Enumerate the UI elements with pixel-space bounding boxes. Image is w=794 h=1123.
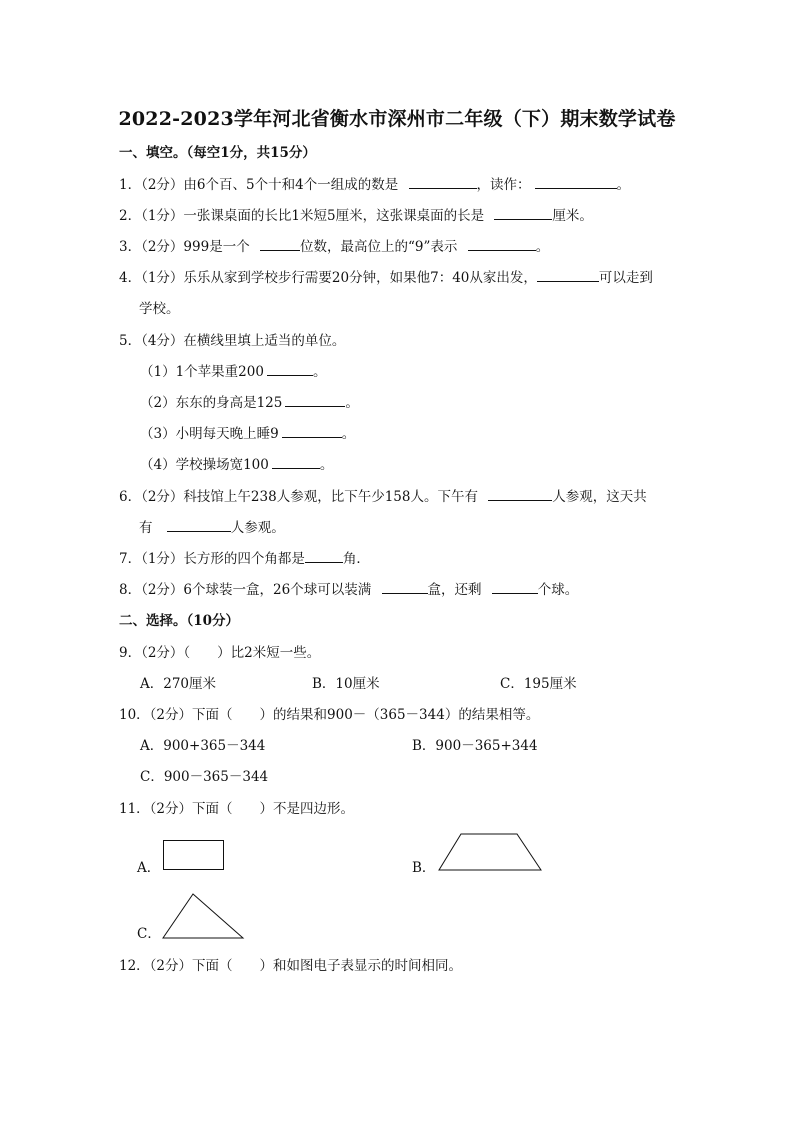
q8-text-b: 盒，还剩 (427, 582, 482, 598)
q4-text-b: 可以走到 (598, 270, 653, 286)
question-2 (119, 207, 593, 225)
question-5-item-3 (140, 425, 355, 443)
question-11-stem: 11．（2分）下面（ ）不是四边形。 (119, 801, 355, 817)
q7-text-b: 角． (342, 551, 370, 567)
q6-text-b: 人参观，这天共 (552, 489, 647, 505)
question-9-stem: 9．（2分）（ ）比2米短一些。 (119, 645, 321, 661)
trapezoid-figure (438, 833, 544, 873)
q4-blank[interactable] (537, 269, 599, 282)
q10-option-b[interactable]: B．900－365+344 (412, 738, 538, 754)
q11-option-b[interactable]: B． (412, 860, 436, 876)
q6-blank-afternoon[interactable] (488, 488, 552, 501)
question-4 (119, 269, 653, 287)
q5-item-3-end: 。 (341, 426, 356, 442)
q10-option-c[interactable]: C．900－365－344 (140, 769, 269, 785)
q4-text: 4．（1分）乐乐从家到学校步行需要20分钟，如果他7：40从家出发， (119, 270, 537, 286)
q3-blank-meaning[interactable] (468, 238, 536, 251)
q6-text: 6．（2分）科技馆上午238人参观，比下午少158人。下午有 (119, 489, 478, 505)
question-3 (119, 238, 549, 256)
q2-blank[interactable] (494, 207, 552, 220)
q8-text-c: 个球。 (537, 582, 579, 598)
q3-text-c: 。 (535, 239, 550, 255)
q5-item-2-end: 。 (345, 395, 359, 411)
q6-blank-total[interactable] (167, 519, 231, 532)
q1-blank-reading[interactable] (535, 176, 617, 189)
q2-text: 2．（1分）一张课桌面的长比1米短5厘米，这张课桌面的长是 (119, 208, 485, 224)
question-6-continued (139, 519, 285, 537)
q8-text: 8．（2分）6个球装一盒，26个球可以装满 (119, 582, 372, 598)
section1-heading: 一、填空。（每空1分，共15分） (119, 145, 316, 161)
q5-item-1-blank[interactable] (267, 363, 313, 376)
q3-text: 3．（2分）999是一个 (119, 239, 250, 255)
question-5-item-2 (140, 394, 359, 412)
q5-item-1-end: 。 (312, 364, 327, 380)
q1-blank-number[interactable] (409, 176, 477, 189)
q5-item-4-end: 。 (319, 457, 334, 473)
q5-item-4-text: （4）学校操场宽100 (140, 457, 269, 473)
question-5-stem: 5．（4分）在横线里填上适当的单位。 (119, 333, 346, 349)
q6-cont-a: 有 (139, 520, 153, 536)
question-12-stem: 12．（2分）下面（ ）和如图电子表显示的时间相同。 (119, 958, 463, 974)
q5-item-2-text: （2）东东的身高是125 (140, 395, 283, 411)
q10-option-a[interactable]: A．900+365－344 (140, 738, 266, 754)
section2-heading: 二、选择。（10分） (119, 613, 240, 629)
q1-text: 1．（2分）由6个百、5个十和4个一组成的数是 (119, 177, 399, 193)
question-10-stem: 10．（2分）下面（ ）的结果和900－（365－344）的结果相等。 (119, 707, 540, 723)
q8-blank-remaining[interactable] (492, 581, 538, 594)
q11-option-c[interactable]: C． (137, 926, 161, 942)
q9-option-a[interactable]: A．270厘米 (140, 676, 217, 692)
question-7 (119, 550, 370, 568)
q5-item-3-blank[interactable] (282, 425, 342, 438)
question-1 (119, 176, 630, 194)
q5-item-1-text: （1）1个苹果重200 (140, 364, 264, 380)
q2-text-b: 厘米。 (552, 208, 593, 224)
q5-item-4-blank[interactable] (272, 456, 320, 469)
q6-cont-b: 人参观。 (230, 520, 285, 536)
q11-option-a[interactable]: A． (137, 860, 161, 876)
question-8 (119, 581, 578, 599)
question-5-item-4 (140, 456, 333, 474)
q7-blank[interactable] (305, 550, 343, 563)
q1-text-b: ，读作： (476, 177, 531, 193)
q8-blank-boxes[interactable] (382, 581, 428, 594)
q5-item-3-text: （3）小明每天晚上睡9 (140, 426, 279, 442)
page-title: 2022-2023学年河北省衡水市深州市二年级（下）期末数学试卷 (118, 108, 676, 130)
question-5-item-1 (140, 363, 326, 381)
triangle-figure (162, 893, 246, 941)
q9-option-b[interactable]: B．10厘米 (312, 676, 380, 692)
q1-text-c: 。 (616, 177, 630, 193)
q5-item-2-blank[interactable] (285, 394, 345, 407)
question-6 (119, 488, 647, 506)
rectangle-figure (163, 840, 225, 872)
q9-option-c[interactable]: C．195厘米 (500, 676, 577, 692)
question-4-continued: 学校。 (139, 301, 180, 317)
q3-text-b: 位数，最高位上的“9”表示 (300, 239, 458, 255)
q3-blank-digits[interactable] (260, 238, 300, 251)
q7-text: 7．（1分）长方形的四个角都是 (119, 551, 305, 567)
